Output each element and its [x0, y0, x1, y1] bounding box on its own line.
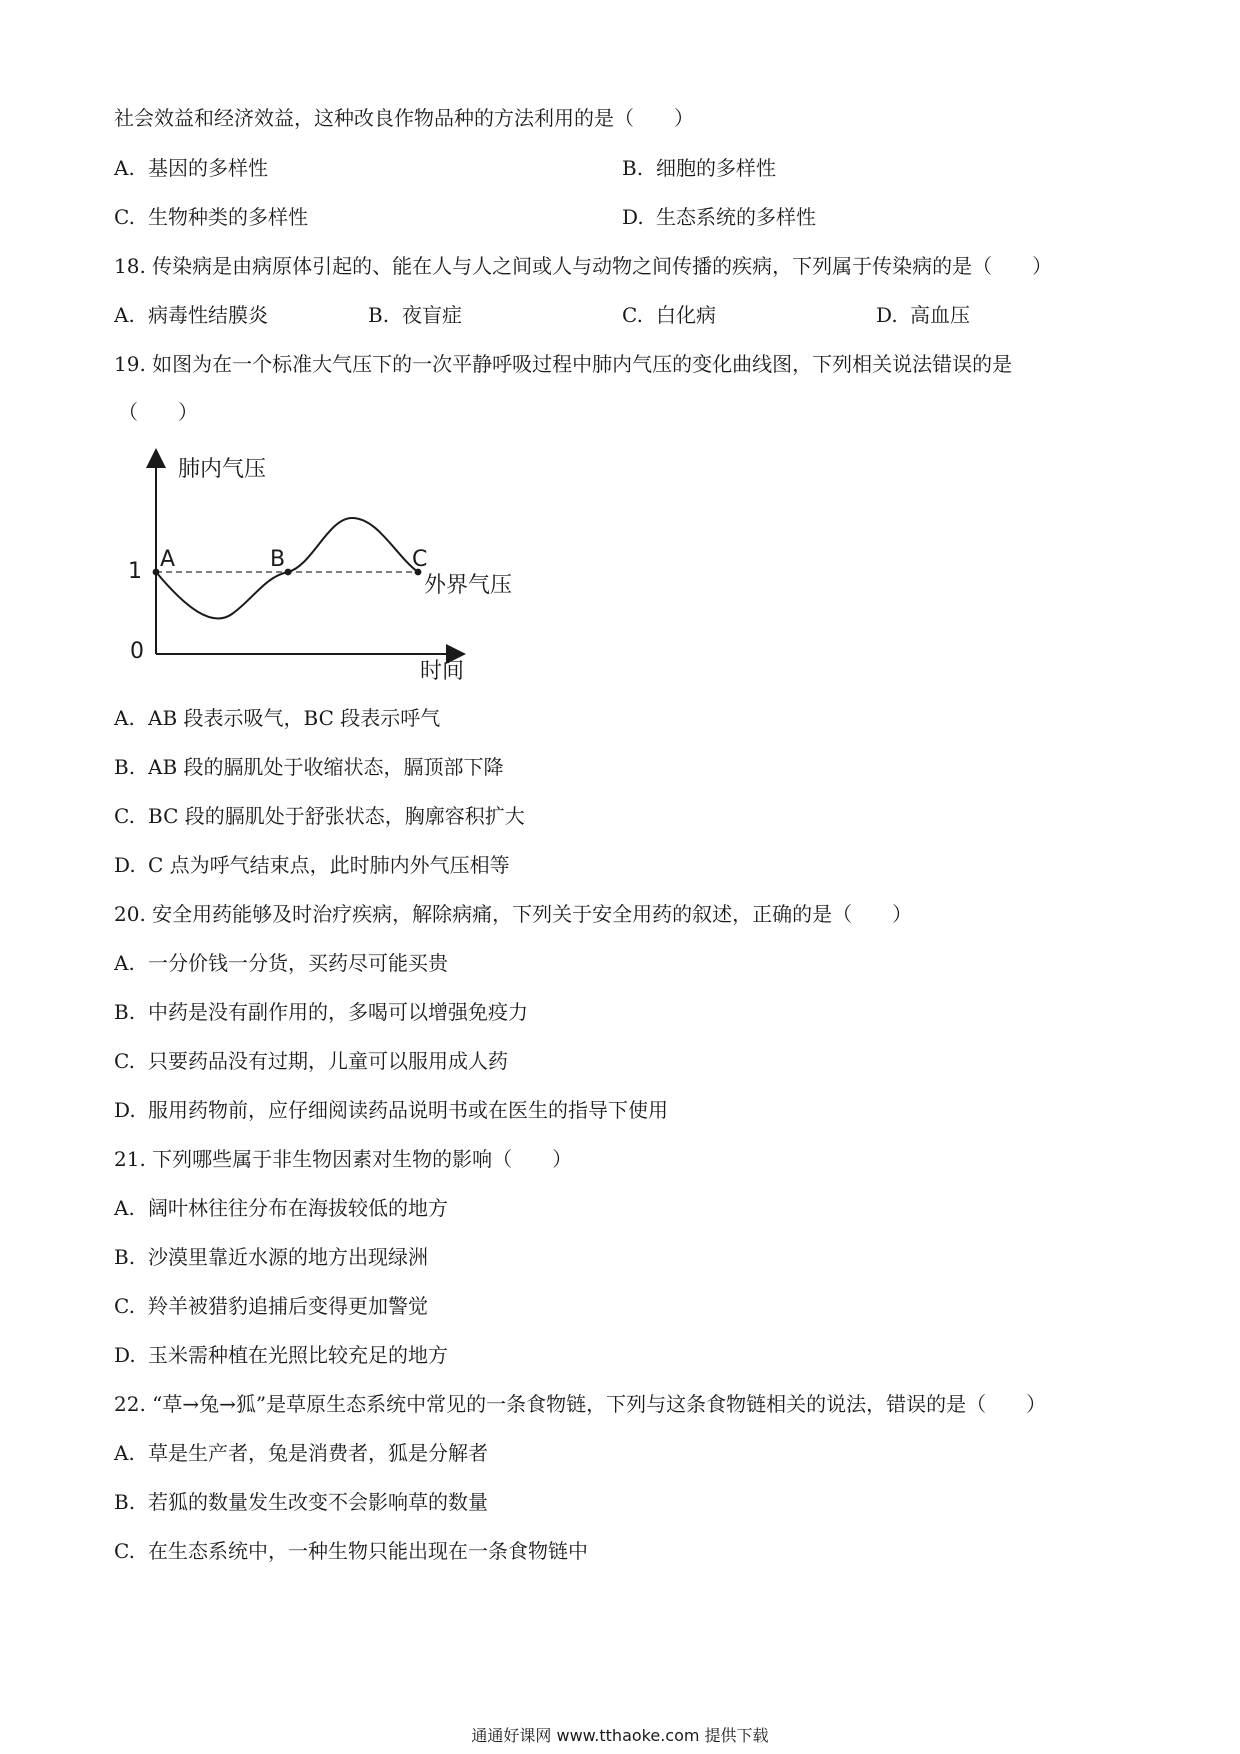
option-label: D. — [622, 205, 644, 229]
q18-stem: 18. 传染病是由病原体引起的、能在人与人之间或人与动物之间传播的疾病，下列属于传染病的是（ ） — [114, 254, 1053, 278]
option-text: AB 段表示吸气，BC 段表示呼气 — [148, 706, 441, 730]
option-label: A. — [114, 1441, 135, 1465]
option-label: C. — [114, 1539, 135, 1563]
q19-stem-paren: （ ） — [118, 400, 198, 424]
q22-option-c[interactable] — [114, 1539, 588, 1563]
q22-option-b[interactable] — [114, 1490, 488, 1514]
option-label: C. — [114, 205, 135, 229]
q17-option-b[interactable] — [622, 156, 776, 180]
option-text: 生物种类的多样性 — [148, 205, 308, 229]
point-a-label: A — [160, 547, 176, 572]
q21-option-c[interactable] — [114, 1294, 428, 1318]
option-text: 阔叶林往往分布在海拔较低的地方 — [148, 1196, 448, 1220]
q19-option-d[interactable] — [114, 853, 510, 877]
q21-option-a[interactable] — [114, 1196, 448, 1220]
q22-stem: 22. “草→兔→狐”是草原生态系统中常见的一条食物链，下列与这条食物链相关的说法，错误的是（ ） — [114, 1392, 1047, 1416]
option-text: 白化病 — [656, 303, 716, 327]
option-label: A. — [114, 1196, 135, 1220]
q19-option-a[interactable] — [114, 706, 440, 730]
option-label: A. — [114, 303, 135, 327]
option-text: 草是生产者，兔是消费者，狐是分解者 — [148, 1441, 488, 1465]
q17-stem-continuation: 社会效益和经济效益，这种改良作物品种的方法利用的是（ ） — [114, 106, 694, 130]
q18-option-d[interactable] — [876, 303, 970, 327]
option-label: D. — [114, 853, 136, 877]
option-text: 细胞的多样性 — [656, 156, 776, 180]
origin-label: 0 — [130, 639, 144, 664]
lung-pressure-chart — [120, 448, 540, 688]
x-axis-label: 时间 — [420, 659, 465, 684]
option-text: 基因的多样性 — [148, 156, 268, 180]
page-footer: 通通好课网 www.tthaoke.com 提供下载 — [471, 1726, 769, 1745]
q22-option-a[interactable] — [114, 1441, 488, 1465]
option-label: C. — [114, 804, 135, 828]
option-label: B. — [114, 755, 136, 779]
y-tick-1: 1 — [128, 559, 142, 584]
q21-stem: 21. 下列哪些属于非生物因素对生物的影响（ ） — [114, 1147, 573, 1171]
q19-stem: 19. 如图为在一个标准大气压下的一次平静呼吸过程中肺内气压的变化曲线图，下列相关说法错误的是 — [114, 352, 1013, 376]
option-text: C 点为呼气结束点，此时肺内外气压相等 — [148, 853, 510, 877]
q19-option-c[interactable] — [114, 804, 525, 828]
option-label: A. — [114, 706, 135, 730]
q19-option-b[interactable] — [114, 755, 504, 779]
option-text: 只要药品没有过期，儿童可以服用成人药 — [148, 1049, 508, 1073]
point-c-label: C — [412, 547, 428, 572]
option-text: 羚羊被猎豹追捕后变得更加警觉 — [148, 1294, 428, 1318]
option-label: D. — [876, 303, 898, 327]
option-label: D. — [114, 1343, 136, 1367]
option-label: B. — [368, 303, 390, 327]
option-label: B. — [114, 1000, 136, 1024]
y-axis-label: 肺内气压 — [178, 457, 267, 482]
option-label: B. — [114, 1245, 136, 1269]
q20-stem: 20. 安全用药能够及时治疗疾病，解除病痛，下列关于安全用药的叙述，正确的是（ ） — [114, 902, 913, 926]
option-label: A. — [114, 951, 135, 975]
q20-option-b[interactable] — [114, 1000, 528, 1024]
outside-pressure-label: 外界气压 — [424, 573, 513, 598]
option-label: B. — [114, 1490, 136, 1514]
q20-option-c[interactable] — [114, 1049, 508, 1073]
pressure-curve — [156, 518, 418, 618]
option-text: 在生态系统中，一种生物只能出现在一条食物链中 — [148, 1539, 588, 1563]
q21-option-b[interactable] — [114, 1245, 428, 1269]
option-text: AB 段的膈肌处于收缩状态，膈顶部下降 — [148, 755, 504, 779]
q17-option-d[interactable] — [622, 205, 816, 229]
point-a-marker — [153, 569, 160, 576]
option-text: 沙漠里靠近水源的地方出现绿洲 — [148, 1245, 428, 1269]
option-text: 高血压 — [910, 303, 970, 327]
option-label: A. — [114, 156, 135, 180]
point-b-label: B — [270, 547, 286, 572]
option-label: C. — [622, 303, 643, 327]
option-label: B. — [622, 156, 644, 180]
option-text: 一分价钱一分货，买药尽可能买贵 — [148, 951, 448, 975]
q18-option-b[interactable] — [368, 303, 462, 327]
option-text: 夜盲症 — [402, 303, 462, 327]
q20-option-a[interactable] — [114, 951, 448, 975]
lung-pressure-figure — [120, 448, 540, 688]
q17-option-a[interactable] — [114, 156, 268, 180]
option-text: BC 段的膈肌处于舒张状态，胸廓容积扩大 — [148, 804, 525, 828]
option-label: C. — [114, 1049, 135, 1073]
q18-option-c[interactable] — [622, 303, 716, 327]
option-text: 病毒性结膜炎 — [148, 303, 268, 327]
point-b-marker — [285, 569, 292, 576]
option-label: C. — [114, 1294, 135, 1318]
option-text: 生态系统的多样性 — [656, 205, 816, 229]
option-text: 玉米需种植在光照比较充足的地方 — [148, 1343, 448, 1367]
q18-option-a[interactable] — [114, 303, 268, 327]
option-label: D. — [114, 1098, 136, 1122]
option-text: 服用药物前，应仔细阅读药品说明书或在医生的指导下使用 — [148, 1098, 668, 1122]
option-text: 中药是没有副作用的，多喝可以增强免疫力 — [148, 1000, 528, 1024]
q21-option-d[interactable] — [114, 1343, 448, 1367]
q17-option-c[interactable] — [114, 205, 308, 229]
q20-option-d[interactable] — [114, 1098, 668, 1122]
option-text: 若狐的数量发生改变不会影响草的数量 — [148, 1490, 488, 1514]
